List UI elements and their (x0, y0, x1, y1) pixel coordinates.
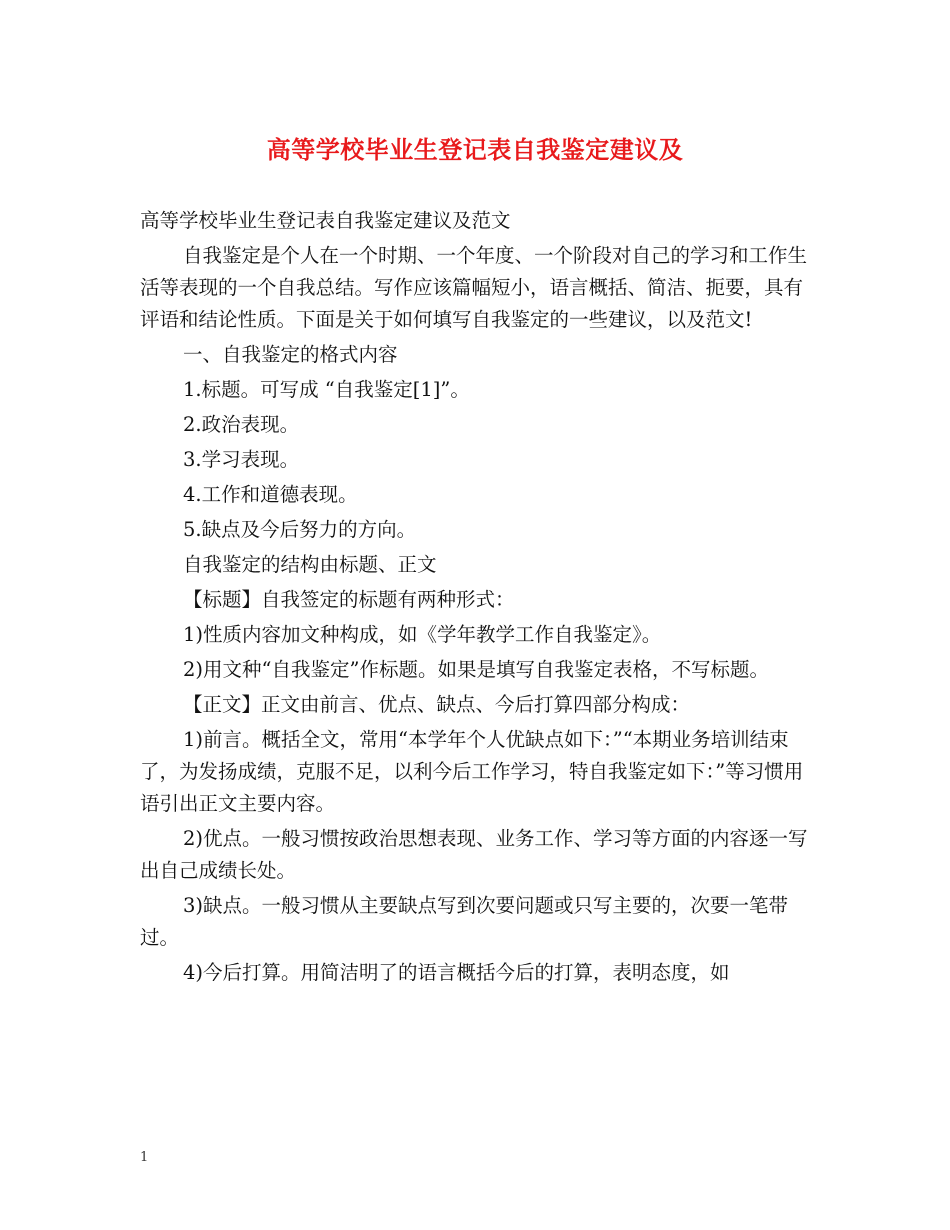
paragraph: 5.缺点及今后努力的方向。 (183, 518, 417, 541)
paragraph: 2)用文种“自我鉴定”作标题。如果是填写自我鉴定表格，不写标题。 (183, 658, 769, 681)
paragraph: 高等学校毕业生登记表自我鉴定建议及范文 (140, 209, 511, 232)
paragraph: 3)缺点。一般习惯从主要缺点写到次要问题或只写主要的，次要一笔带过。 (140, 894, 789, 949)
paragraph: 4)今后打算。用简洁明了的语言概括今后的打算，表明态度，如 (183, 961, 730, 984)
paragraph: 1)性质内容加文种构成，如《学年教学工作自我鉴定》。 (183, 623, 662, 646)
paragraph: 2)优点。一般习惯按政治思想表现、业务工作、学习等方面的内容逐一写出自己成绩长处。 (140, 827, 808, 882)
paragraph: 自我鉴定是个人在一个时期、一个年度、一个阶段对自己的学习和工作生活等表现的一个自我总结。写作应该篇幅短小，语言概括、简洁、扼要，具有评语和结论性质。下面是关于如何填写自我鉴定的一些建议，以及范文! (140, 244, 808, 331)
paragraph: 1)前言。概括全文，常用“本学年个人优缺点如下：”“本期业务培训结束了，为发扬成绩，克服不足，以利今后工作学习，特自我鉴定如下：”等习惯用语引出正文主要内容。 (140, 728, 804, 815)
paragraph: 【标题】自我签定的标题有两种形式： (183, 588, 515, 611)
paragraph: 1.标题。可写成 “自我鉴定[1]”。 (183, 378, 470, 401)
paragraph: 2.政治表现。 (183, 413, 300, 436)
paragraph: 3.学习表现。 (183, 448, 300, 471)
document-body (140, 205, 816, 992)
document-title: 高等学校毕业生登记表自我鉴定建议及 (266, 135, 684, 164)
paragraph: 4.工作和道德表现。 (183, 483, 358, 506)
paragraph: 一、自我鉴定的格式内容 (183, 343, 398, 366)
page-number: 1 (140, 1150, 149, 1165)
paragraph: 自我鉴定的结构由标题、正文 (183, 553, 437, 576)
paragraph: 【正文】正文由前言、优点、缺点、今后打算四部分构成： (183, 693, 691, 716)
